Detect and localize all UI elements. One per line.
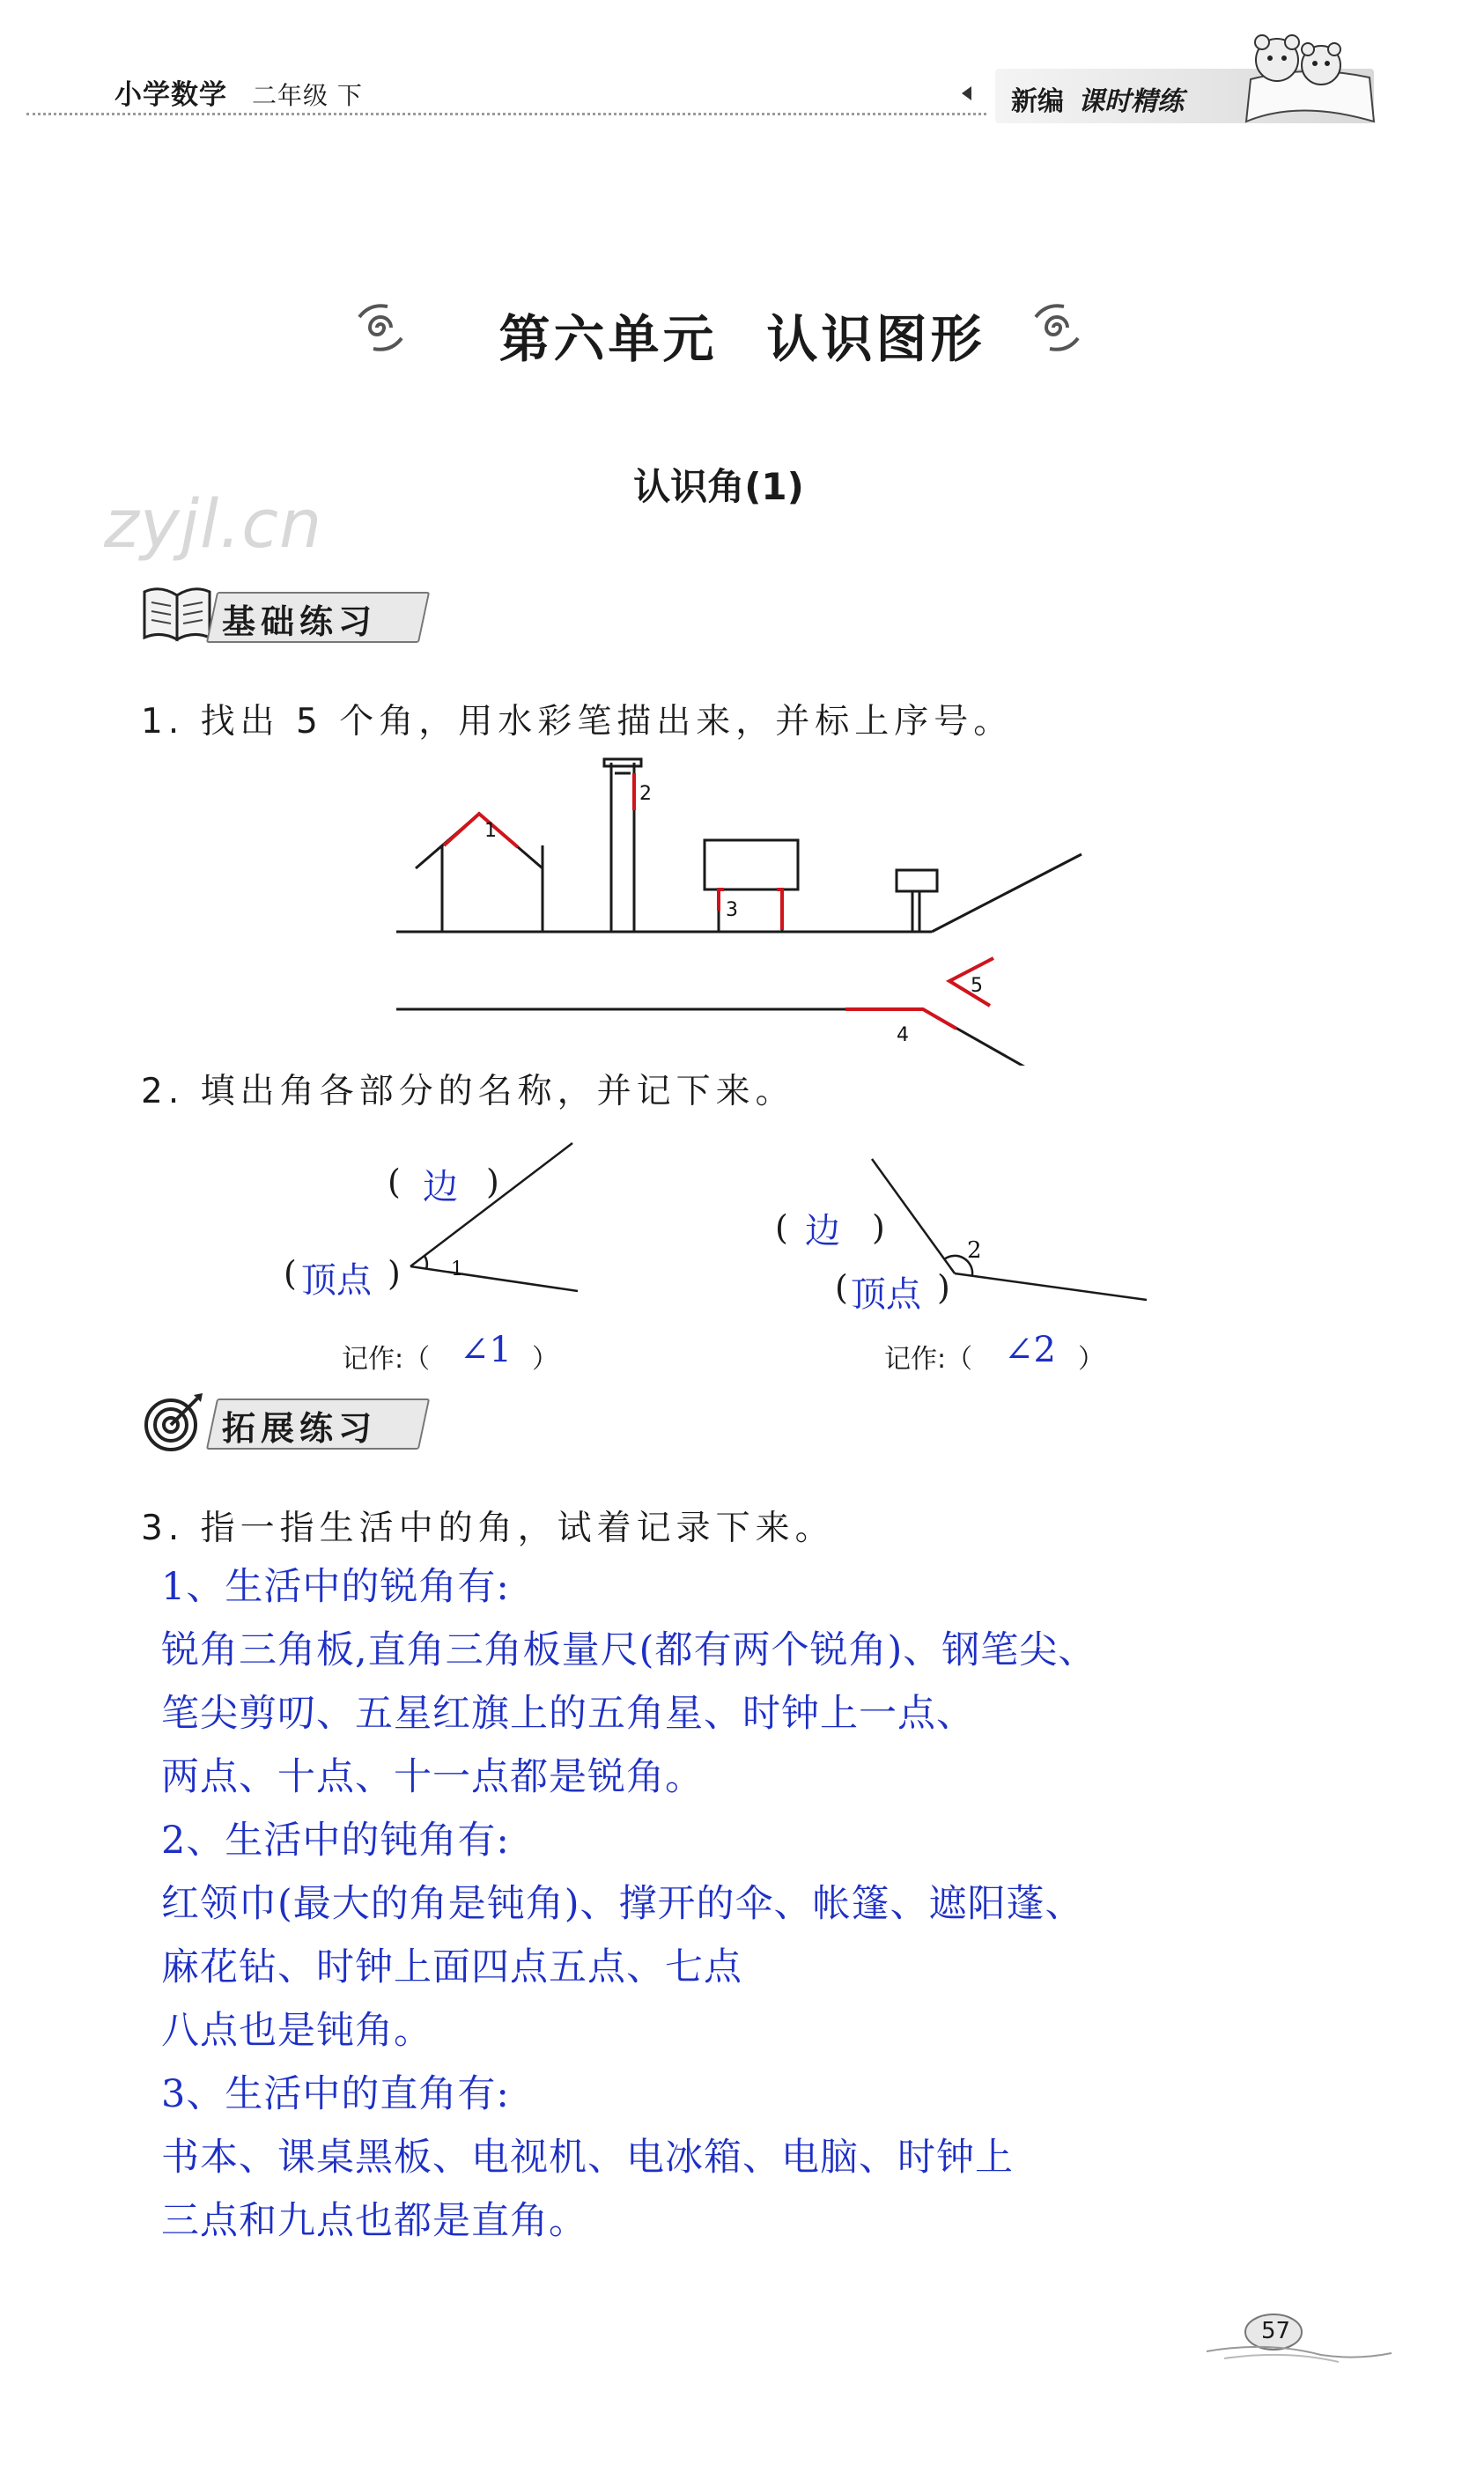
vertex-1-paren-open: (	[284, 1254, 297, 1293]
answer-line-8: 八点也是钝角。	[161, 2009, 432, 2053]
page-number-decoration	[1198, 2306, 1400, 2367]
record-1-answer: ∠1	[460, 1330, 512, 1370]
page-number: 57	[1261, 2318, 1291, 2344]
vertex-1-paren-close: )	[388, 1254, 401, 1293]
edge-1-paren-close: )	[486, 1162, 499, 1201]
mark-4: 4	[897, 1024, 909, 1046]
answer-line-5: 2、生活中的钝角有:	[161, 1819, 510, 1863]
header-arrow-icon	[962, 86, 971, 100]
header-grade: 二年级 下	[252, 81, 363, 110]
vertex-2-answer: 顶点	[851, 1274, 921, 1315]
section-basic-label: 基础练习	[222, 602, 378, 641]
edge-1-answer: 边	[423, 1167, 458, 1207]
header-series	[1011, 79, 1184, 118]
angle-2-number: 2	[967, 1237, 982, 1264]
header-subject	[114, 72, 363, 112]
answer-line-11: 三点和九点也都是直角。	[161, 2199, 587, 2243]
answer-line-6: 红领巾(最大的角是钝角)、撑开的伞、帐篷、遮阳蓬、	[161, 1882, 1084, 1926]
edge-2-paren-close: )	[872, 1208, 885, 1247]
mark-5: 5	[971, 975, 983, 997]
answer-line-7: 麻花钻、时钟上面四点五点、七点	[161, 1945, 742, 1989]
answer-line-10: 书本、课桌黑板、电视机、电冰箱、电脑、时钟上	[161, 2136, 1014, 2180]
question-1: 1. 找出 5 个角，用水彩笔描出来，并标上序号。	[141, 702, 1014, 742]
answer-line-3: 笔尖剪叨、五星红旗上的五角星、时钟上一点、	[161, 1692, 975, 1736]
answer-line-2: 锐角三角板,直角三角板量尺(都有两个锐角)、钢笔尖、	[161, 1628, 1097, 1672]
unit-title-a: 第六单元	[498, 309, 718, 369]
mark-1: 1	[484, 820, 497, 842]
lesson-title: 认识角(1)	[633, 465, 804, 508]
mark-3: 3	[726, 899, 738, 921]
record-2-label: 记作:（	[884, 1344, 973, 1375]
answer-line-1: 1、生活中的锐角有:	[161, 1565, 510, 1609]
header-series-a: 新编	[1011, 86, 1064, 117]
swirl-right-icon	[1029, 299, 1085, 356]
question-3: 3. 指一指生活中的角，试着记录下来。	[141, 1509, 835, 1548]
unit-title	[0, 298, 1484, 372]
target-icon	[141, 1391, 204, 1455]
bears-book-icon	[1229, 25, 1378, 130]
edge-2-paren-open: (	[775, 1208, 788, 1247]
section-extend-label: 拓展练习	[222, 1409, 378, 1448]
answer-line-9: 3、生活中的直角有:	[161, 2072, 510, 2116]
header-divider	[26, 113, 986, 115]
vertex-2-paren-open: (	[835, 1268, 848, 1307]
vertex-2-paren-close: )	[937, 1268, 950, 1307]
scene-figure	[388, 749, 1092, 1066]
question-2: 2. 填出角各部分的名称，并记下来。	[141, 1072, 795, 1111]
edge-1-paren-open: (	[388, 1162, 401, 1201]
record-2-close: ）	[1078, 1344, 1104, 1375]
open-book-icon	[141, 583, 213, 645]
record-1-close: ）	[532, 1344, 558, 1375]
edge-2-answer: 边	[805, 1211, 840, 1251]
record-1-label: 记作:（	[342, 1344, 431, 1375]
unit-title-b: 认识图形	[766, 309, 986, 369]
vertex-1-answer: 顶点	[301, 1260, 372, 1301]
answer-line-4: 两点、十点、十一点都是锐角。	[161, 1755, 704, 1799]
header-series-b: 课时精练	[1078, 86, 1184, 117]
watermark: zyjl.cn	[104, 484, 323, 563]
mark-2: 2	[639, 783, 652, 805]
angle-1-number: 1	[451, 1258, 463, 1280]
record-2-answer: ∠2	[1004, 1330, 1056, 1370]
header-subject-text: 小学数学	[114, 79, 227, 111]
